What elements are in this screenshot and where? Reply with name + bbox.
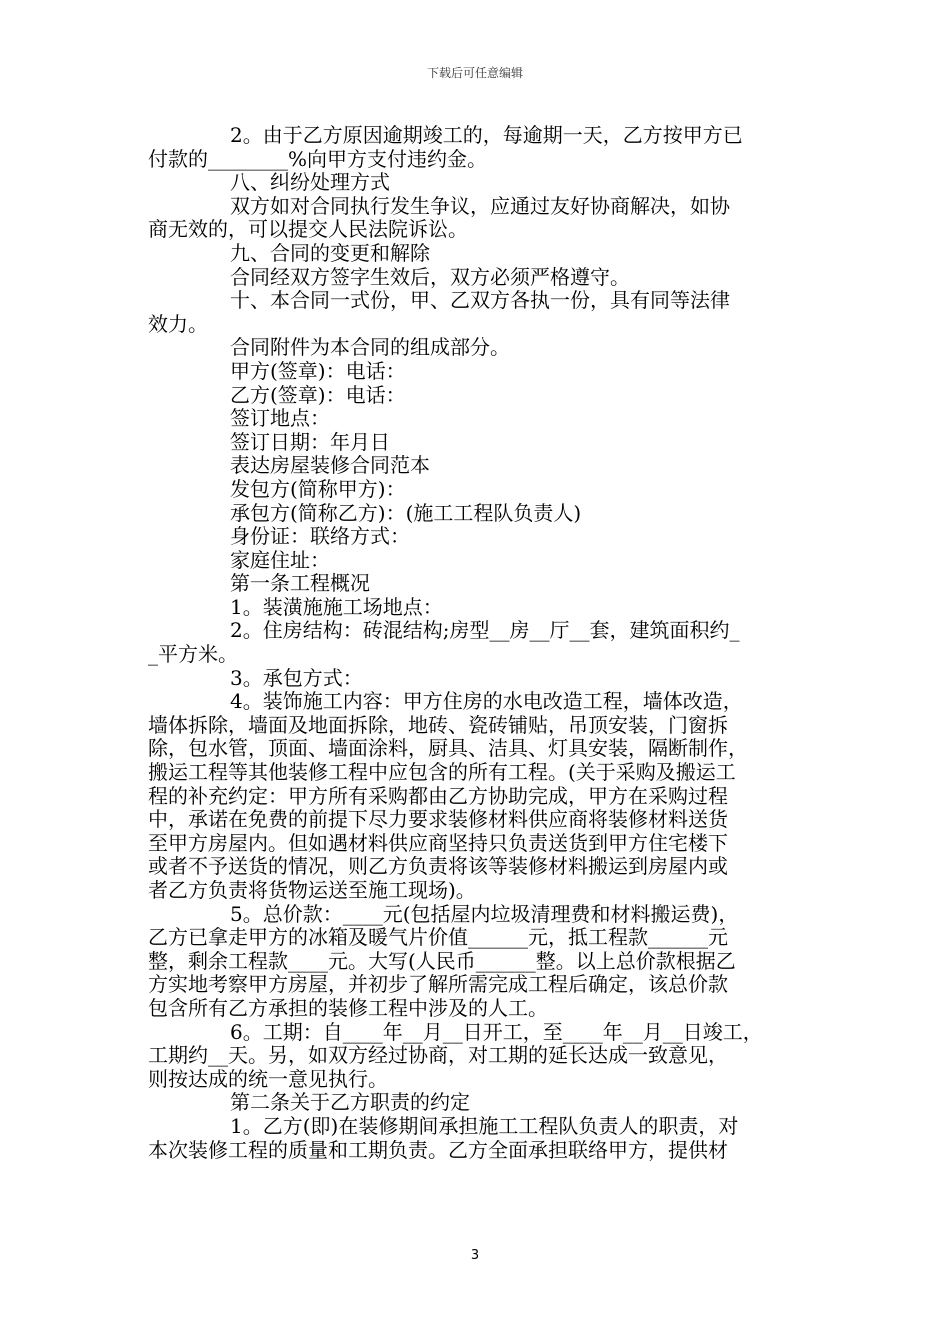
text-line: 2。由于乙方原因逾期竣工的，每逾期一天，乙方按甲方已 bbox=[230, 123, 743, 147]
text-line: 搬运工程等其他装修工程中应包含的所有工程。(关于采购及搬运工 bbox=[148, 760, 736, 785]
text-line: 墙体拆除，墙面及地面拆除，地砖、瓷砖铺贴，吊顶安装，门窗拆 bbox=[148, 712, 728, 737]
text-line: 除，包水管，顶面、墙面涂料，厨具、洁具、灯具安装，隔断制作， bbox=[148, 736, 748, 761]
text-line: 则按达成的统一意见执行。 bbox=[148, 1066, 388, 1091]
document-body bbox=[148, 124, 808, 1162]
text-line: 效力。 bbox=[148, 311, 208, 336]
text-line: 工期约__天。另，如双方经过协商，对工期的延长达成一致意见， bbox=[148, 1043, 728, 1068]
text-line: 身份证：联络方式： bbox=[230, 524, 410, 549]
text-line: _平方米。 bbox=[148, 642, 238, 667]
text-line: 1。乙方(即)在装修期间承担施工工程队负责人的职责，对 bbox=[230, 1113, 739, 1138]
text-line: 第二条关于乙方职责的约定 bbox=[230, 1090, 470, 1115]
text-line: 方实地考察甲方房屋，并初步了解所需完成工程后确定，该总价款 bbox=[148, 972, 728, 997]
text-line: 表达房屋装修合同范本 bbox=[230, 453, 430, 478]
text-line: 乙方已拿走甲方的冰箱及暖气片价值______元，抵工程款______元 bbox=[148, 925, 728, 950]
text-line: 3。承包方式： bbox=[230, 665, 363, 690]
text-line: 承包方(简称乙方)：(施工工程队负责人) bbox=[230, 500, 582, 525]
text-line: 九、合同的变更和解除 bbox=[230, 240, 430, 265]
text-line: 中，承诺在免费的前提下尽力要求装修材料供应商将装修材料送货 bbox=[148, 807, 728, 832]
text-line: 家庭住址： bbox=[230, 547, 330, 572]
text-line: 签订日期：年月日 bbox=[230, 429, 390, 454]
text-line: 八、纠纷处理方式 bbox=[230, 170, 390, 195]
text-line: 本次装修工程的质量和工期负责。乙方全面承担联络甲方，提供材 bbox=[148, 1137, 728, 1162]
text-line: 者乙方负责将货物运送至施工现场)。 bbox=[148, 878, 476, 902]
text-line: 5。总价款：____元(包括屋内垃圾清理费和材料搬运费)， bbox=[230, 901, 739, 926]
text-line: 付款的________%向甲方支付违约金。 bbox=[148, 146, 488, 171]
text-line: 乙方(签章)：电话： bbox=[230, 382, 406, 407]
text-line: 双方如对合同执行发生争议，应通过友好协商解决，如协 bbox=[230, 193, 730, 218]
page-number: 3 bbox=[470, 1248, 480, 1263]
text-line: 2。住房结构：砖混结构;房型__房__厅__套，建筑面积约_ bbox=[230, 618, 740, 643]
text-line: 甲方(签章)：电话： bbox=[230, 358, 406, 383]
text-line: 或者不予送货的情况，则乙方负责将该等装修材料搬运到房屋内或 bbox=[148, 854, 728, 879]
text-line: 4。装饰施工内容：甲方住房的水电改造工程，墙体改造， bbox=[230, 689, 743, 714]
text-line: 合同经双方签字生效后，双方必须严格遵守。 bbox=[230, 264, 630, 289]
text-line: 第一条工程概况 bbox=[230, 571, 370, 596]
text-line: 程的补充约定：甲方所有采购都由乙方协助完成，甲方在采购过程 bbox=[148, 783, 728, 808]
text-line: 商无效的，可以提交人民法院诉讼。 bbox=[148, 217, 468, 242]
page-header: 下载后可任意编辑 bbox=[426, 66, 523, 80]
text-line: 包含所有乙方承担的装修工程中涉及的人工。 bbox=[148, 995, 548, 1020]
text-line: 至甲方房屋内。但如遇材料供应商坚持只负责送货到甲方住宅楼下 bbox=[148, 830, 728, 855]
text-line: 十、本合同一式份，甲、乙双方各执一份，具有同等法律 bbox=[230, 288, 730, 313]
text-line: 6。工期：自____年__月__日开工，至____年__月__日竣工， bbox=[230, 1019, 763, 1044]
text-line: 签订地点： bbox=[230, 406, 330, 431]
text-line: 合同附件为本合同的组成部分。 bbox=[230, 335, 510, 360]
text-line: 整，剩余工程款____元。大写(人民币______整。以上总价款根据乙 bbox=[148, 948, 736, 973]
text-line: 发包方(简称甲方)： bbox=[230, 476, 406, 501]
text-line: 1。装潢施施工场地点： bbox=[230, 594, 443, 619]
